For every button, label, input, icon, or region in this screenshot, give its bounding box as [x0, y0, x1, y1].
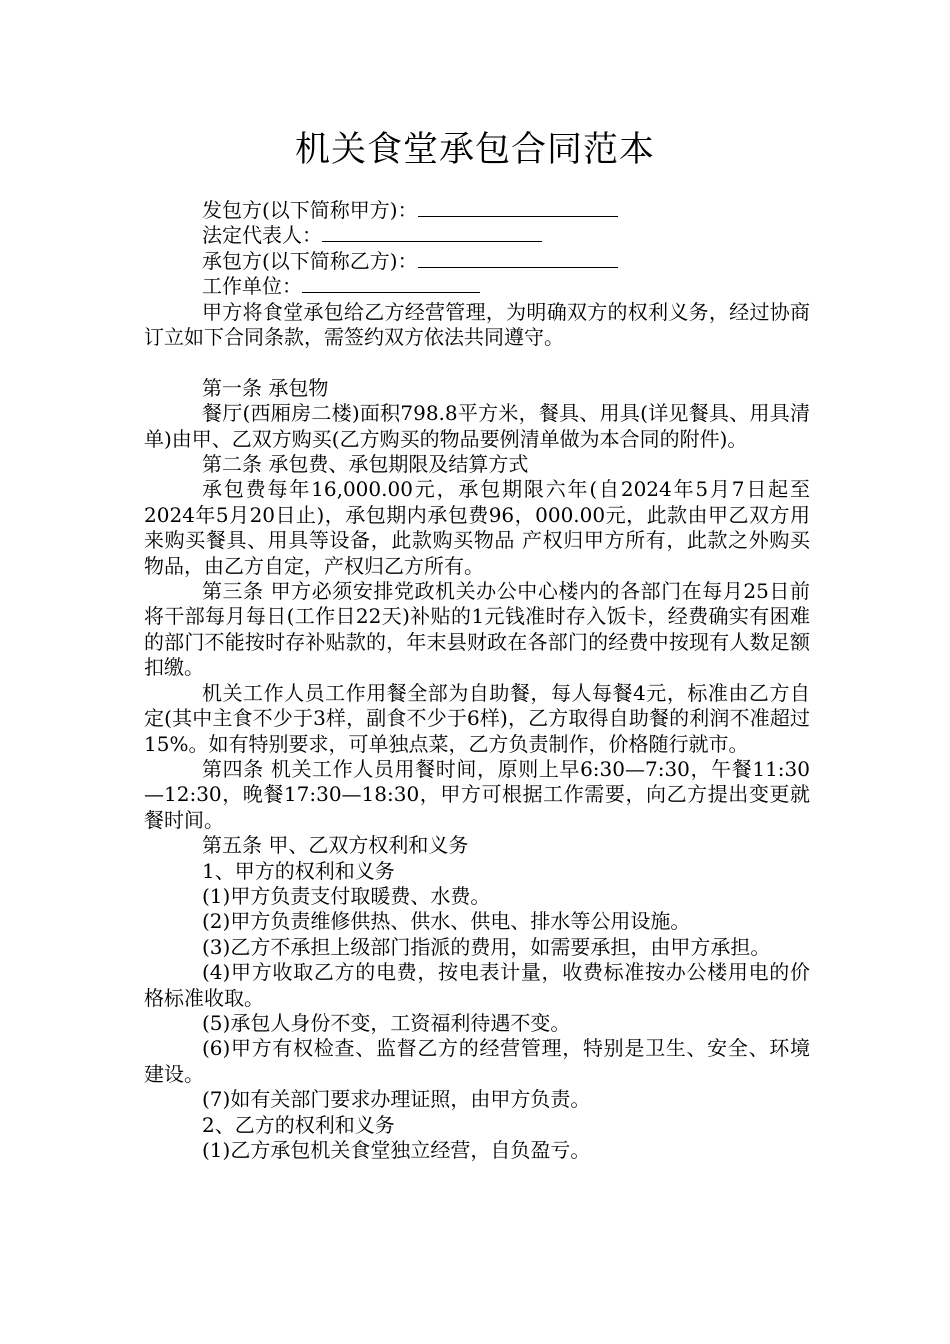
- field-legal-rep: [144, 223, 810, 248]
- party-b-item: (1)乙方承包机关食堂独立经营，自负盈亏。: [202, 1138, 591, 1163]
- party-a-item: (2)甲方负责维修供热、供水、供电、排水等公用设施。: [202, 909, 691, 934]
- field-blank[interactable]: [322, 223, 542, 242]
- party-a-item: (4)甲方收取乙方的电费，按电表计量，收费标准按办公楼用电的价格标准收取。: [144, 960, 810, 1010]
- field-blank[interactable]: [418, 249, 618, 268]
- meal-paragraph: 机关工作人员工作用餐全部为自助餐，每人每餐4元，标准由乙方自定(其中主食不少于3样，副食不少于6样)，乙方取得自助餐的利润不准超过15%。如有特别要求，可单独点菜，乙方负责制作，价格随行就市。: [144, 680, 810, 756]
- party-a-item: (7)如有关部门要求办理证照，由甲方负责。: [202, 1087, 591, 1112]
- field-blank[interactable]: [418, 198, 618, 217]
- field-contractor: [144, 249, 810, 274]
- party-b-heading: 2、乙方的权利和义务: [202, 1112, 395, 1137]
- document-title: 机关食堂承包合同范本: [294, 130, 655, 170]
- article-2-paragraph: 承包费每年16,000.00元，承包期限六年(自2024年5月7日起至2024年5月20日止)，承包期内承包费96，000.00元，此款由甲乙双方用来购买餐具、用具等设备，此款购买物品 产权归甲方所有，此款之外购买物品，由乙方自定，产权归乙方所有。: [144, 477, 810, 578]
- party-a-item: (5)承包人身份不变，工资福利待遇不变。: [202, 1010, 571, 1035]
- article-3-paragraph: 第三条 甲方必须安排党政机关办公中心楼内的各部门在每月25日前将干部每月每日(工作日22天)补贴的1元钱准时存入饭卡，经费确实有困难的部门不能按时存补贴款的，年末县财政在各部门的经费中按现有人数足额扣缴。: [144, 579, 810, 680]
- party-a-item: (1)甲方负责支付取暖费、水费。: [202, 883, 491, 908]
- field-label: 法定代表人：: [202, 223, 322, 248]
- field-label: 工作单位：: [202, 274, 302, 299]
- field-label: 承包方(以下简称乙方)：: [202, 248, 418, 273]
- article-5-heading: 第五条 甲、乙双方权利和义务: [202, 833, 469, 858]
- article-4-paragraph: 第四条 机关工作人员用餐时间，原则上早6:30—7:30，午餐11:30—12:30，晚餐17:30—18:30，甲方可根据工作需要，向乙方提出变更就餐时间。: [144, 756, 810, 832]
- field-blank[interactable]: [302, 274, 480, 293]
- document-body: [144, 198, 810, 1163]
- intro-paragraph: 甲方将食堂承包给乙方经营管理，为明确双方的权利义务，经过协商订立如下合同条款，需签约双方依法共同遵守。: [144, 299, 810, 350]
- party-a-heading: 1、甲方的权利和义务: [202, 858, 395, 883]
- party-a-item: (6)甲方有权检查、监督乙方的经营管理，特别是卫生、安全、环境建设。: [144, 1036, 810, 1086]
- field-work-unit: [144, 274, 810, 299]
- article-2-heading: 第二条 承包费、承包期限及结算方式: [202, 452, 529, 477]
- party-a-item: (3)乙方不承担上级部门指派的费用，如需要承担，由甲方承担。: [202, 934, 771, 959]
- field-label: 发包方(以下简称甲方)：: [202, 198, 418, 222]
- field-employer: [144, 198, 810, 223]
- article-1-paragraph: 餐厅(西厢房二楼)面积798.8平方米，餐具、用具(详见餐具、用具清单)由甲、乙双方购买(乙方购买的物品要例清单做为本合同的附件)。: [144, 401, 810, 451]
- spacer: [144, 350, 810, 375]
- article-1-heading: 第一条 承包物: [202, 375, 329, 400]
